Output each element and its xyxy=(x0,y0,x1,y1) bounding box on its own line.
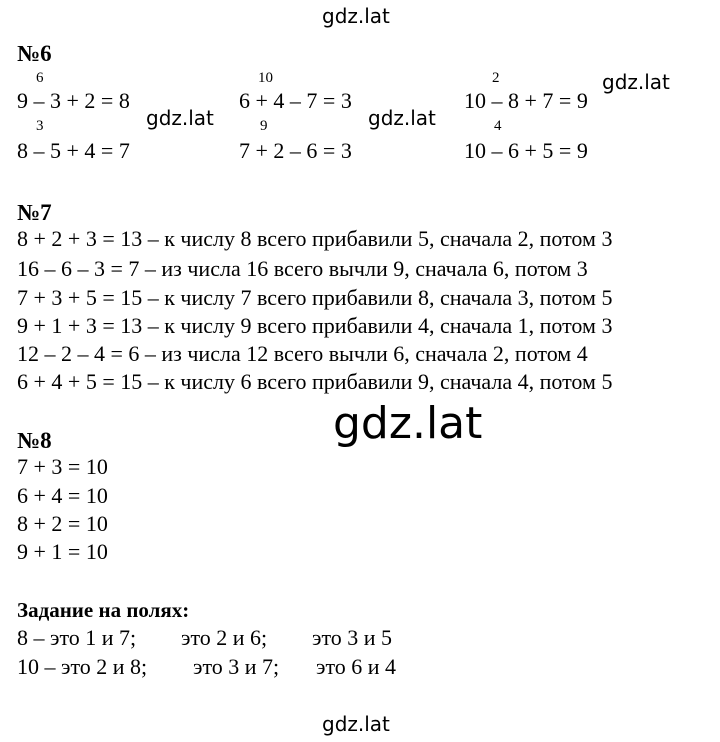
margin-task-heading: Задание на полях: xyxy=(17,598,190,622)
task6-expression: 6 + 4 – 7 = 3 xyxy=(239,88,352,113)
watermark-big: gdz.lat xyxy=(333,398,483,449)
watermark-mid-1: gdz.lat xyxy=(146,106,214,130)
margin-task-cell: это 3 и 5 xyxy=(312,625,393,650)
task7-heading: №7 xyxy=(17,200,52,225)
task6-expression: 10 – 8 + 7 = 9 xyxy=(464,88,588,113)
watermark-bottom: gdz.lat xyxy=(322,712,390,736)
task7-line: 7 + 3 + 5 = 15 – к числу 7 всего прибавили 8, сначала 3, потом 5 xyxy=(17,285,613,310)
watermark-right: gdz.lat xyxy=(602,70,670,94)
task6-heading: №6 xyxy=(17,41,52,66)
task6-note: 6 xyxy=(36,70,44,86)
task6-expression: 9 – 3 + 2 = 8 xyxy=(17,88,130,113)
watermark-mid-2: gdz.lat xyxy=(368,106,436,130)
task8-heading: №8 xyxy=(17,428,52,453)
task8-line: 9 + 1 = 10 xyxy=(17,539,108,564)
margin-task-cell: 10 – это 2 и 8; xyxy=(17,654,148,679)
task7-line: 12 – 2 – 4 = 6 – из числа 12 всего вычли 6, сначала 2, потом 4 xyxy=(17,341,588,366)
watermark-top: gdz.lat xyxy=(322,4,390,28)
task6-note: 2 xyxy=(492,70,500,86)
task6-note: 10 xyxy=(258,70,273,86)
margin-task-cell: это 2 и 6; xyxy=(181,625,268,650)
margin-task-cell: 8 – это 1 и 7; xyxy=(17,625,137,650)
task7-line: 8 + 2 + 3 = 13 – к числу 8 всего прибавили 5, сначала 2, потом 3 xyxy=(17,226,613,251)
task6-note: 9 xyxy=(260,118,268,134)
task6-note: 3 xyxy=(36,118,44,134)
task7-line: 16 – 6 – 3 = 7 – из числа 16 всего вычли 9, сначала 6, потом 3 xyxy=(17,256,588,281)
task6-expression: 8 – 5 + 4 = 7 xyxy=(17,138,130,163)
margin-task-cell: это 6 и 4 xyxy=(316,654,397,679)
task8-line: 6 + 4 = 10 xyxy=(17,483,108,508)
task8-line: 8 + 2 = 10 xyxy=(17,511,108,536)
task7-line: 9 + 1 + 3 = 13 – к числу 9 всего прибавили 4, сначала 1, потом 3 xyxy=(17,313,613,338)
margin-task-cell: это 3 и 7; xyxy=(193,654,280,679)
task7-line: 6 + 4 + 5 = 15 – к числу 6 всего прибавили 9, сначала 4, потом 5 xyxy=(17,369,613,394)
task8-line: 7 + 3 = 10 xyxy=(17,454,108,479)
task6-expression: 10 – 6 + 5 = 9 xyxy=(464,138,588,163)
task6-expression: 7 + 2 – 6 = 3 xyxy=(239,138,352,163)
task6-note: 4 xyxy=(494,118,502,134)
